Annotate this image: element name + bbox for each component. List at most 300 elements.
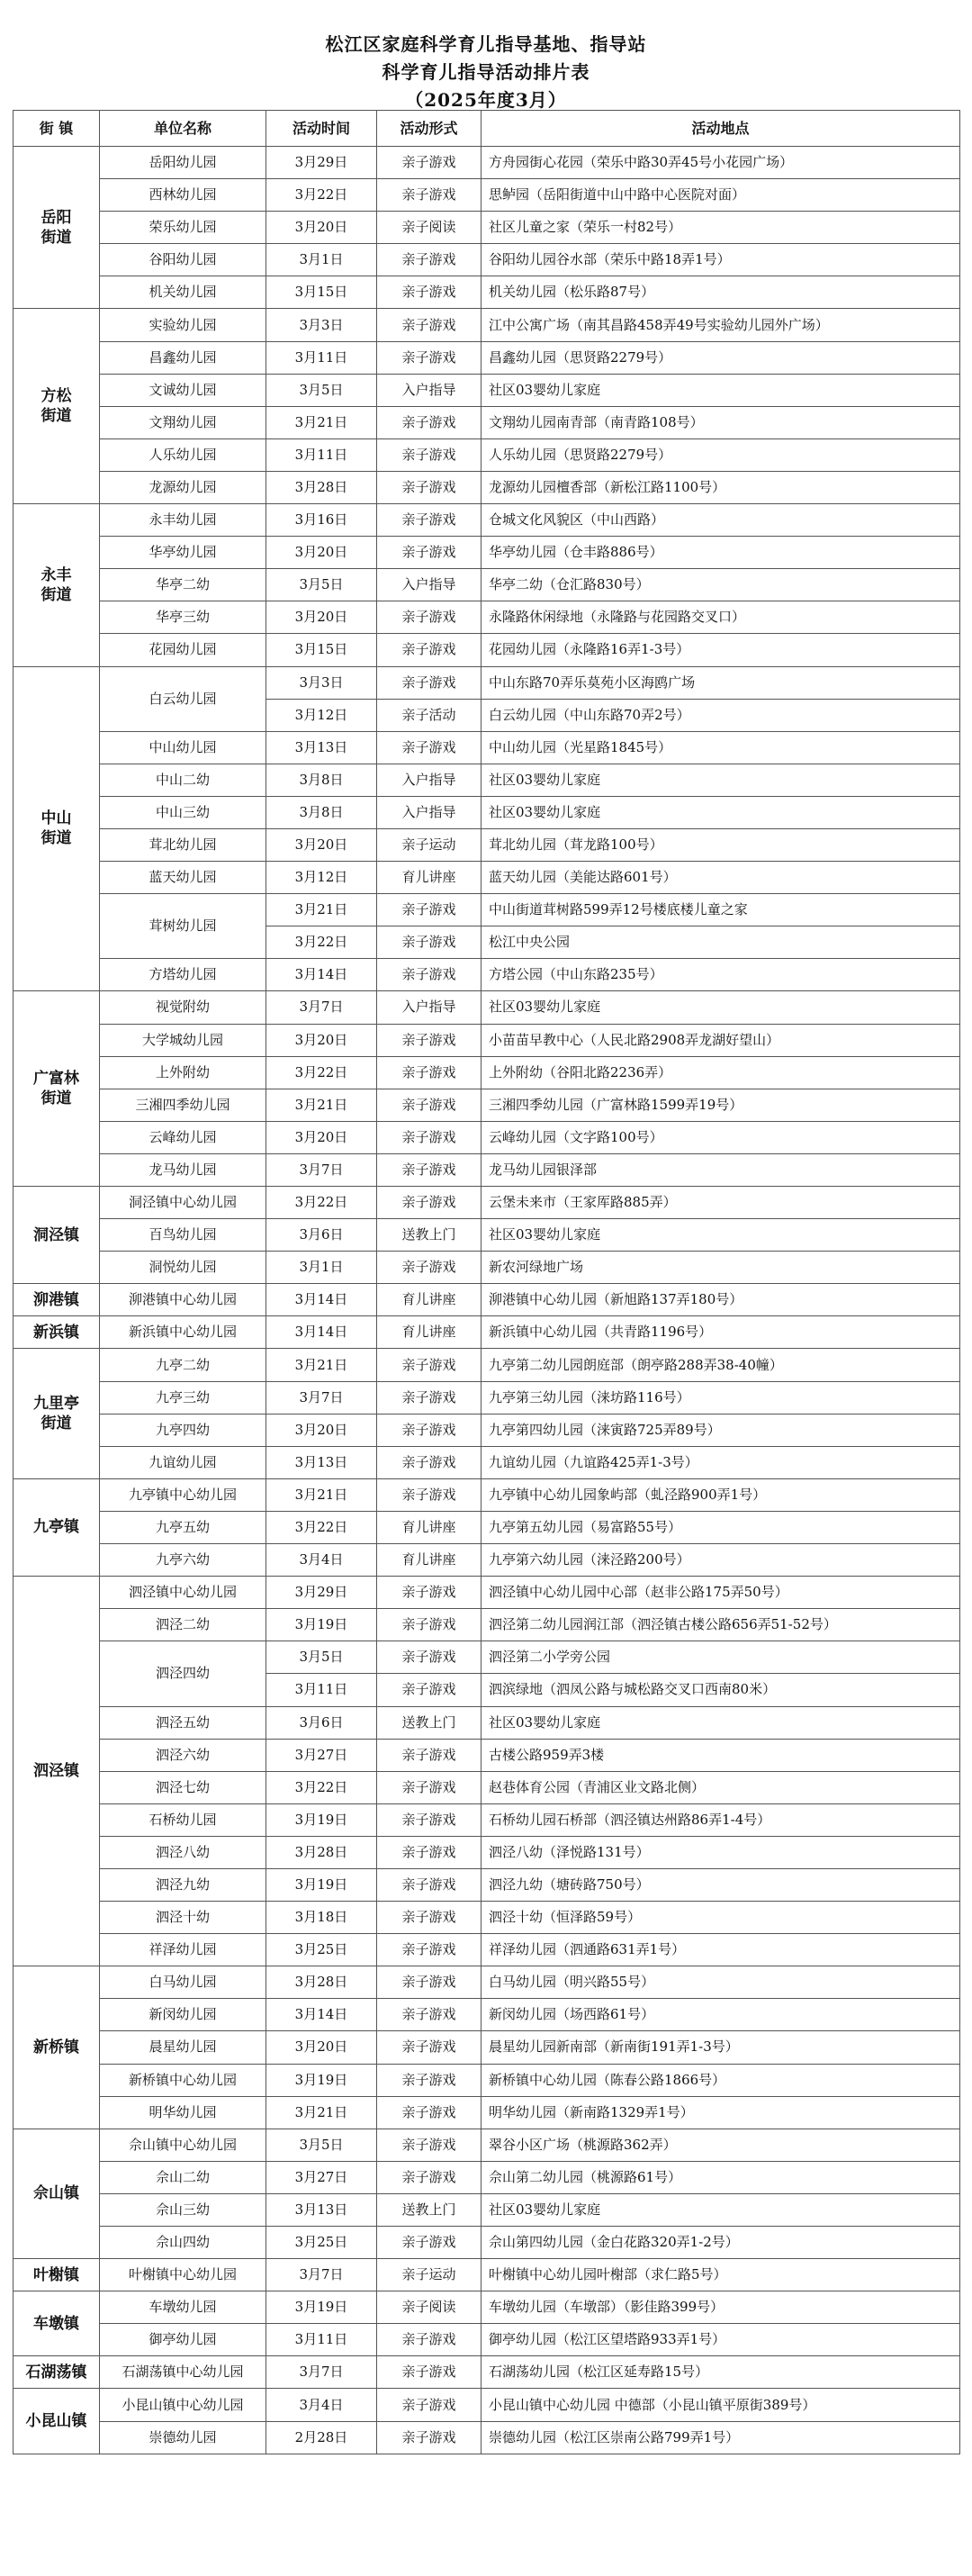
activity-form-cell: 入户指导 (377, 374, 482, 406)
location-cell: 新浜镇中心幼儿园（共青路1196号） (482, 1316, 960, 1349)
table-row (14, 634, 960, 666)
unit-name-cell: 茸北幼儿园 (100, 828, 266, 861)
unit-name-cell: 岳阳幼儿园 (100, 147, 266, 179)
table-row (14, 1641, 960, 1674)
unit-name-cell: 华亭三幼 (100, 601, 266, 634)
unit-name-cell: 中山幼儿园 (100, 731, 266, 764)
location-cell: 社区03婴幼儿家庭 (482, 1706, 960, 1739)
location-cell: 泗滨绿地（泗凤公路与城松路交叉口西南80米） (482, 1674, 960, 1706)
location-cell: 泗泾九幼（塘砖路750号） (482, 1868, 960, 1901)
date-cell: 3月29日 (266, 1577, 377, 1609)
unit-name-cell: 泗泾六幼 (100, 1739, 266, 1771)
date-cell: 3月4日 (266, 2389, 377, 2421)
table-row (14, 731, 960, 764)
activity-form-cell: 亲子游戏 (377, 1966, 482, 1999)
date-cell: 3月3日 (266, 666, 377, 699)
date-cell: 2月28日 (266, 2421, 377, 2454)
date-cell: 3月11日 (266, 2324, 377, 2356)
unit-name-cell: 上外附幼 (100, 1056, 266, 1089)
unit-name-cell: 石湖荡镇中心幼儿园 (100, 2356, 266, 2389)
activity-form-cell: 亲子游戏 (377, 2227, 482, 2259)
activity-form-cell: 亲子游戏 (377, 666, 482, 699)
location-cell: 社区03婴幼儿家庭 (482, 796, 960, 828)
table-row (14, 1089, 960, 1121)
activity-form-cell: 亲子游戏 (377, 276, 482, 309)
title-line-3: （2025年度3月） (405, 89, 567, 111)
activity-form-cell: 育儿讲座 (377, 862, 482, 894)
street-cell: 新浜镇 (14, 1316, 100, 1349)
activity-form-cell: 亲子阅读 (377, 2291, 482, 2324)
date-cell: 3月11日 (266, 341, 377, 374)
activity-form-cell: 亲子游戏 (377, 1056, 482, 1089)
unit-name-cell: 西林幼儿园 (100, 179, 266, 212)
unit-name-cell: 九亭二幼 (100, 1349, 266, 1381)
table-row (14, 1187, 960, 1219)
date-cell: 3月19日 (266, 2291, 377, 2324)
date-cell: 3月8日 (266, 796, 377, 828)
activity-form-cell: 亲子游戏 (377, 1478, 482, 1511)
location-cell: 华亭幼儿园（仓丰路886号） (482, 537, 960, 569)
activity-form-cell: 入户指导 (377, 991, 482, 1024)
table-row (14, 504, 960, 537)
location-cell: 九亭第四幼儿园（涞寅路725弄89号） (482, 1414, 960, 1446)
location-cell: 新闵幼儿园（场西路61号） (482, 1999, 960, 2031)
date-cell: 3月1日 (266, 244, 377, 276)
location-cell: 社区儿童之家（荣乐一村82号） (482, 212, 960, 244)
unit-name-cell: 泗泾十幼 (100, 1902, 266, 1934)
location-cell: 泗泾镇中心幼儿园中心部（赵非公路175弄50号） (482, 1577, 960, 1609)
unit-name-cell: 永丰幼儿园 (100, 504, 266, 537)
title-line-2: 科学育儿指导活动排片表 (382, 61, 590, 83)
date-cell: 3月5日 (266, 569, 377, 601)
unit-name-cell: 石桥幼儿园 (100, 1803, 266, 1836)
table-row (14, 2227, 960, 2259)
activity-form-cell: 亲子游戏 (377, 1902, 482, 1934)
location-cell: 花园幼儿园（永隆路16弄1-3号） (482, 634, 960, 666)
activity-form-cell: 亲子游戏 (377, 1771, 482, 1803)
activity-form-cell: 亲子游戏 (377, 601, 482, 634)
activity-form-cell: 亲子游戏 (377, 2064, 482, 2096)
table-row (14, 341, 960, 374)
date-cell: 3月5日 (266, 374, 377, 406)
header-row (14, 111, 960, 147)
street-cell: 石湖荡镇 (14, 2356, 100, 2389)
unit-name-cell: 中山三幼 (100, 796, 266, 828)
location-cell: 佘山第四幼儿园（金白花路320弄1-2号） (482, 2227, 960, 2259)
date-cell: 3月20日 (266, 1121, 377, 1153)
date-cell: 3月14日 (266, 1999, 377, 2031)
unit-name-cell: 崇德幼儿园 (100, 2421, 266, 2454)
location-cell: 翠谷小区广场（桃源路362弄） (482, 2129, 960, 2161)
activity-form-cell: 亲子游戏 (377, 309, 482, 341)
location-cell: 龙源幼儿园檀香部（新松江路1100号） (482, 471, 960, 503)
date-cell: 3月5日 (266, 1641, 377, 1674)
unit-name-cell: 洞悦幼儿园 (100, 1252, 266, 1284)
date-cell: 3月7日 (266, 2259, 377, 2291)
unit-name-cell: 佘山四幼 (100, 2227, 266, 2259)
location-cell: 九亭第二幼儿园朗庭部（朗亭路288弄38-40幢） (482, 1349, 960, 1381)
location-cell: 人乐幼儿园（思贤路2279号） (482, 438, 960, 471)
location-cell: 云峰幼儿园（文字路100号） (482, 1121, 960, 1153)
table-row (14, 471, 960, 503)
activity-form-cell: 育儿讲座 (377, 1316, 482, 1349)
location-cell: 机关幼儿园（松乐路87号） (482, 276, 960, 309)
date-cell: 3月15日 (266, 634, 377, 666)
location-cell: 小苗苗早教中心（人民北路2908弄龙湖好望山） (482, 1024, 960, 1056)
date-cell: 3月7日 (266, 1153, 377, 1186)
activity-form-cell: 亲子游戏 (377, 894, 482, 926)
location-cell: 佘山第二幼儿园（桃源路61号） (482, 2161, 960, 2193)
table-row (14, 1478, 960, 1511)
activity-form-cell: 亲子游戏 (377, 438, 482, 471)
table-row (14, 537, 960, 569)
activity-form-cell: 亲子游戏 (377, 1641, 482, 1674)
activity-form-cell: 亲子游戏 (377, 1153, 482, 1186)
activity-form-cell: 亲子游戏 (377, 1446, 482, 1478)
table-row (14, 1316, 960, 1349)
location-cell: 社区03婴幼儿家庭 (482, 764, 960, 796)
date-cell: 3月21日 (266, 1089, 377, 1121)
location-cell: 车墩幼儿园（车墩部）（影佳路399号） (482, 2291, 960, 2324)
activity-form-cell: 亲子游戏 (377, 179, 482, 212)
table-row (14, 1153, 960, 1186)
location-cell: 泗泾第二幼儿园润江部（泗泾镇古楼公路656弄51-52号） (482, 1609, 960, 1641)
activity-form-cell: 亲子游戏 (377, 341, 482, 374)
table-row (14, 179, 960, 212)
street-cell: 中山 街道 (14, 666, 100, 991)
location-cell: 龙马幼儿园银泽部 (482, 1153, 960, 1186)
title-block (13, 13, 959, 110)
date-cell: 3月14日 (266, 1284, 377, 1316)
date-cell: 3月13日 (266, 1446, 377, 1478)
activity-form-cell: 亲子游戏 (377, 1999, 482, 2031)
date-cell: 3月11日 (266, 438, 377, 471)
table-row (14, 1381, 960, 1414)
date-cell: 3月20日 (266, 828, 377, 861)
table-row (14, 1966, 960, 1999)
activity-form-cell: 亲子游戏 (377, 1836, 482, 1868)
location-cell: 泗泾十幼（恒泽路59号） (482, 1902, 960, 1934)
table-row (14, 309, 960, 341)
date-cell: 3月4日 (266, 1544, 377, 1577)
table-row (14, 2064, 960, 2096)
activity-form-cell: 亲子游戏 (377, 537, 482, 569)
activity-form-cell: 亲子运动 (377, 828, 482, 861)
location-cell: 云堡未来市（王家厍路885弄） (482, 1187, 960, 1219)
date-cell: 3月25日 (266, 1934, 377, 1966)
location-cell: 茸北幼儿园（茸龙路100号） (482, 828, 960, 861)
unit-name-cell: 洞泾镇中心幼儿园 (100, 1187, 266, 1219)
street-cell: 广富林 街道 (14, 991, 100, 1187)
table-row (14, 2193, 960, 2226)
street-cell: 九亭镇 (14, 1478, 100, 1576)
table-row (14, 1934, 960, 1966)
table-row (14, 1446, 960, 1478)
unit-name-cell: 方塔幼儿园 (100, 959, 266, 991)
table-row (14, 2356, 960, 2389)
table-row (14, 1284, 960, 1316)
activity-form-cell: 送教上门 (377, 2193, 482, 2226)
date-cell: 3月16日 (266, 504, 377, 537)
location-cell: 上外附幼（谷阳北路2236弄） (482, 1056, 960, 1089)
unit-name-cell: 谷阳幼儿园 (100, 244, 266, 276)
street-cell: 泖港镇 (14, 1284, 100, 1316)
unit-name-cell: 佘山镇中心幼儿园 (100, 2129, 266, 2161)
unit-name-cell: 佘山三幼 (100, 2193, 266, 2226)
unit-name-cell: 视觉附幼 (100, 991, 266, 1024)
date-cell: 3月3日 (266, 309, 377, 341)
unit-name-cell: 泗泾二幼 (100, 1609, 266, 1641)
activity-form-cell: 育儿讲座 (377, 1544, 482, 1577)
activity-form-cell: 亲子游戏 (377, 2161, 482, 2193)
table-row (14, 959, 960, 991)
location-cell: 明华幼儿园（新南路1329弄1号） (482, 2096, 960, 2129)
table-row (14, 438, 960, 471)
table-row (14, 601, 960, 634)
header-form: 活动形式 (377, 111, 482, 147)
location-cell: 文翔幼儿园南青部（南青路108号） (482, 406, 960, 438)
activity-form-cell: 亲子游戏 (377, 634, 482, 666)
activity-form-cell: 亲子游戏 (377, 2129, 482, 2161)
date-cell: 3月22日 (266, 179, 377, 212)
unit-name-cell: 祥泽幼儿园 (100, 1934, 266, 1966)
date-cell: 3月20日 (266, 2031, 377, 2064)
activity-form-cell: 亲子游戏 (377, 147, 482, 179)
unit-name-cell: 华亭二幼 (100, 569, 266, 601)
date-cell: 3月21日 (266, 2096, 377, 2129)
unit-name-cell: 明华幼儿园 (100, 2096, 266, 2129)
street-cell: 泗泾镇 (14, 1577, 100, 1966)
activity-form-cell: 亲子阅读 (377, 212, 482, 244)
table-row (14, 244, 960, 276)
table-row (14, 1739, 960, 1771)
unit-name-cell: 九亭六幼 (100, 1544, 266, 1577)
activity-form-cell: 亲子游戏 (377, 2421, 482, 2454)
unit-name-cell: 云峰幼儿园 (100, 1121, 266, 1153)
table-row (14, 212, 960, 244)
location-cell: 社区03婴幼儿家庭 (482, 2193, 960, 2226)
unit-name-cell: 大学城幼儿园 (100, 1024, 266, 1056)
street-cell: 叶榭镇 (14, 2259, 100, 2291)
activity-form-cell: 亲子游戏 (377, 1121, 482, 1153)
street-cell: 九里亭 街道 (14, 1349, 100, 1478)
header-time: 活动时间 (266, 111, 377, 147)
header-street: 街 镇 (14, 111, 100, 147)
activity-form-cell: 育儿讲座 (377, 1284, 482, 1316)
unit-name-cell: 白马幼儿园 (100, 1966, 266, 1999)
unit-name-cell: 九亭镇中心幼儿园 (100, 1478, 266, 1511)
unit-name-cell: 昌鑫幼儿园 (100, 341, 266, 374)
location-cell: 松江中央公园 (482, 926, 960, 959)
date-cell: 3月7日 (266, 991, 377, 1024)
date-cell: 3月21日 (266, 1349, 377, 1381)
table-row (14, 1252, 960, 1284)
location-cell: 社区03婴幼儿家庭 (482, 1219, 960, 1252)
location-cell: 石桥幼儿园石桥部（泗泾镇达州路86弄1-4号） (482, 1803, 960, 1836)
unit-name-cell: 九亭三幼 (100, 1381, 266, 1414)
unit-name-cell: 泗泾九幼 (100, 1868, 266, 1901)
unit-name-cell: 龙马幼儿园 (100, 1153, 266, 1186)
unit-name-cell: 泗泾八幼 (100, 1836, 266, 1868)
table-row (14, 1609, 960, 1641)
location-cell: 社区03婴幼儿家庭 (482, 991, 960, 1024)
unit-name-cell: 中山二幼 (100, 764, 266, 796)
street-cell: 车墩镇 (14, 2291, 100, 2356)
location-cell: 方舟园街心花园（荣乐中路30弄45号小花园广场） (482, 147, 960, 179)
table-row (14, 374, 960, 406)
activity-form-cell: 亲子游戏 (377, 1349, 482, 1381)
activity-form-cell: 亲子游戏 (377, 1577, 482, 1609)
table-row (14, 1902, 960, 1934)
date-cell: 3月7日 (266, 2356, 377, 2389)
date-cell: 3月5日 (266, 2129, 377, 2161)
date-cell: 3月12日 (266, 862, 377, 894)
header-unit: 单位名称 (100, 111, 266, 147)
location-cell: 叶榭镇中心幼儿园叶榭部（求仁路5号） (482, 2259, 960, 2291)
unit-name-cell: 车墩幼儿园 (100, 2291, 266, 2324)
street-cell: 方松 街道 (14, 309, 100, 504)
unit-name-cell: 泖港镇中心幼儿园 (100, 1284, 266, 1316)
activity-form-cell: 亲子游戏 (377, 2096, 482, 2129)
unit-name-cell: 九亭四幼 (100, 1414, 266, 1446)
location-cell: 九谊幼儿园（九谊路425弄1-3号） (482, 1446, 960, 1478)
table-row (14, 862, 960, 894)
activity-form-cell: 亲子游戏 (377, 2389, 482, 2421)
location-cell: 白马幼儿园（明兴路55号） (482, 1966, 960, 1999)
header-location: 活动地点 (482, 111, 960, 147)
unit-name-cell: 泗泾七幼 (100, 1771, 266, 1803)
location-cell: 谷阳幼儿园谷水部（荣乐中路18弄1号） (482, 244, 960, 276)
activity-form-cell: 亲子游戏 (377, 1934, 482, 1966)
location-cell: 仓城文化风貌区（中山西路） (482, 504, 960, 537)
date-cell: 3月20日 (266, 537, 377, 569)
date-cell: 3月8日 (266, 764, 377, 796)
table-row (14, 1999, 960, 2031)
location-cell: 社区03婴幼儿家庭 (482, 374, 960, 406)
date-cell: 3月6日 (266, 1706, 377, 1739)
unit-name-cell: 小昆山镇中心幼儿园 (100, 2389, 266, 2421)
date-cell: 3月6日 (266, 1219, 377, 1252)
table-row (14, 2129, 960, 2161)
date-cell: 3月20日 (266, 1414, 377, 1446)
table-row (14, 1414, 960, 1446)
location-cell: 三湘四季幼儿园（广富林路1599弄19号） (482, 1089, 960, 1121)
location-cell: 泖港镇中心幼儿园（新旭路137弄180号） (482, 1284, 960, 1316)
table-row (14, 764, 960, 796)
unit-name-cell: 实验幼儿园 (100, 309, 266, 341)
schedule-table (13, 110, 960, 2454)
activity-form-cell: 亲子游戏 (377, 504, 482, 537)
table-row (14, 1349, 960, 1381)
location-cell: 九亭第五幼儿园（易富路55号） (482, 1511, 960, 1543)
table-row (14, 2389, 960, 2421)
unit-name-cell: 晨星幼儿园 (100, 2031, 266, 2064)
table-row (14, 2096, 960, 2129)
date-cell: 3月21日 (266, 406, 377, 438)
date-cell: 3月11日 (266, 1674, 377, 1706)
date-cell: 3月22日 (266, 1187, 377, 1219)
location-cell: 晨星幼儿园新南部（新南街191弄1-3号） (482, 2031, 960, 2064)
unit-name-cell: 九亭五幼 (100, 1511, 266, 1543)
date-cell: 3月28日 (266, 471, 377, 503)
activity-form-cell: 亲子游戏 (377, 1868, 482, 1901)
activity-form-cell: 亲子游戏 (377, 959, 482, 991)
activity-form-cell: 入户指导 (377, 796, 482, 828)
date-cell: 3月20日 (266, 601, 377, 634)
location-cell: 新桥镇中心幼儿园（陈春公路1866号） (482, 2064, 960, 2096)
date-cell: 3月19日 (266, 1803, 377, 1836)
activity-form-cell: 亲子游戏 (377, 471, 482, 503)
activity-form-cell: 亲子运动 (377, 2259, 482, 2291)
location-cell: 方塔公园（中山东路235号） (482, 959, 960, 991)
table-row (14, 1056, 960, 1089)
activity-form-cell: 入户指导 (377, 764, 482, 796)
activity-form-cell: 亲子游戏 (377, 2324, 482, 2356)
location-cell: 思鲈园（岳阳街道中山中路中心医院对面） (482, 179, 960, 212)
location-cell: 蓝天幼儿园（美能达路601号） (482, 862, 960, 894)
table-row (14, 2421, 960, 2454)
table-row (14, 991, 960, 1024)
activity-form-cell: 亲子游戏 (377, 1381, 482, 1414)
unit-name-cell: 泗泾镇中心幼儿园 (100, 1577, 266, 1609)
date-cell: 3月28日 (266, 1966, 377, 1999)
location-cell: 华亭二幼（仓汇路830号） (482, 569, 960, 601)
location-cell: 古楼公路959弄3楼 (482, 1739, 960, 1771)
date-cell: 3月21日 (266, 894, 377, 926)
date-cell: 3月15日 (266, 276, 377, 309)
date-cell: 3月27日 (266, 1739, 377, 1771)
street-cell: 小昆山镇 (14, 2389, 100, 2454)
location-cell: 御亭幼儿园（松江区望塔路933弄1号） (482, 2324, 960, 2356)
activity-form-cell: 育儿讲座 (377, 1511, 482, 1543)
table-row (14, 1219, 960, 1252)
table-row (14, 828, 960, 861)
date-cell: 3月22日 (266, 1771, 377, 1803)
location-cell: 中山街道茸树路599弄12号楼底楼儿童之家 (482, 894, 960, 926)
activity-form-cell: 亲子游戏 (377, 2356, 482, 2389)
activity-form-cell: 亲子游戏 (377, 926, 482, 959)
date-cell: 3月19日 (266, 2064, 377, 2096)
date-cell: 3月13日 (266, 731, 377, 764)
table-row (14, 1511, 960, 1543)
unit-name-cell: 三湘四季幼儿园 (100, 1089, 266, 1121)
table-row (14, 147, 960, 179)
unit-name-cell: 佘山二幼 (100, 2161, 266, 2193)
location-cell: 泗泾第二小学旁公园 (482, 1641, 960, 1674)
unit-name-cell: 叶榭镇中心幼儿园 (100, 2259, 266, 2291)
date-cell: 3月25日 (266, 2227, 377, 2259)
activity-form-cell: 入户指导 (377, 569, 482, 601)
table-row (14, 1836, 960, 1868)
activity-form-cell: 亲子游戏 (377, 1739, 482, 1771)
date-cell: 3月1日 (266, 1252, 377, 1284)
activity-form-cell: 亲子游戏 (377, 731, 482, 764)
table-row (14, 569, 960, 601)
unit-name-cell: 花园幼儿园 (100, 634, 266, 666)
date-cell: 3月27日 (266, 2161, 377, 2193)
activity-form-cell: 亲子游戏 (377, 406, 482, 438)
date-cell: 3月22日 (266, 1056, 377, 1089)
location-cell: 崇德幼儿园（松江区崇南公路799弄1号） (482, 2421, 960, 2454)
location-cell: 泗泾八幼（泽悦路131号） (482, 1836, 960, 1868)
location-cell: 中山幼儿园（光星路1845号） (482, 731, 960, 764)
table-row (14, 2259, 960, 2291)
unit-name-cell: 蓝天幼儿园 (100, 862, 266, 894)
date-cell: 3月19日 (266, 1609, 377, 1641)
location-cell: 九亭镇中心幼儿园象屿部（虬泾路900弄1号） (482, 1478, 960, 1511)
table-row (14, 1771, 960, 1803)
activity-form-cell: 亲子游戏 (377, 1609, 482, 1641)
